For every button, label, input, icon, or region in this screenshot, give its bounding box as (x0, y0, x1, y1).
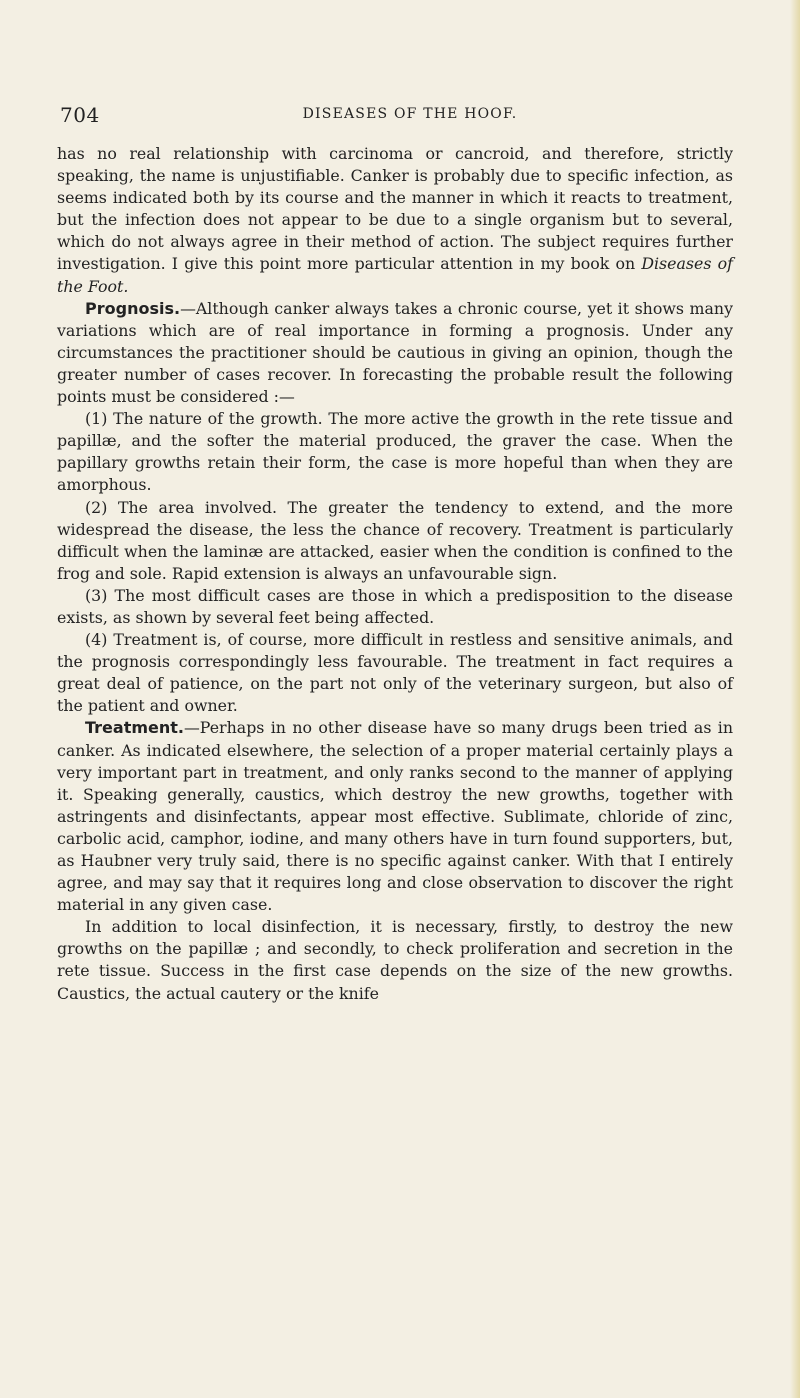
book-title-italic: Diseases of the Foot. (57, 254, 733, 296)
treatment-heading: Treatment. (85, 718, 184, 738)
body-text (57, 143, 733, 1005)
paragraph-treatment (57, 717, 733, 916)
prognosis-text: —Although canker always takes a chronic course, yet it shows many variations which are of real importance in forming a prognosis. Under any circumstances the practitioner should be cautious in giving an opinion, though the greater number of cases recover. In forecasting the probable result the following points must be considered :— (57, 298, 733, 407)
prognosis-heading: Prognosis. (85, 298, 181, 318)
page-header (60, 103, 720, 129)
paragraph-intro (57, 143, 733, 298)
paragraph-intro-text: has no real relationship with carcinoma or cancroid, and therefore, strictly speaking, the name is unjustifiable. Canker is probably due to specific infection, as seems indicated both by its course and the manner in which it reacts to treatment, but the infection does not appear to be due to a single organism but to several, which do not always agree in their method of action. The subject requires further investigation. I give this point more particular attention in my book on (57, 144, 733, 274)
prognosis-point-4: (4) Treatment is, of course, more difficult in restless and sensitive animals, and the prognosis correspondingly less favourable. The treatment in fact requires a great deal of patience, on the part not only of the veterinary surgeon, but also of the patient and owner. (57, 630, 733, 716)
page-number: 704 (60, 103, 100, 127)
running-head: DISEASES OF THE HOOF. (302, 106, 518, 122)
prognosis-point-3: (3) The most difficult cases are those in which a predisposition to the disease exists, as shown by several feet being affected. (57, 585, 733, 627)
prognosis-point-1: (1) The nature of the growth. The more active the growth in the rete tissue and papillæ, and the softer the material produced, the graver the case. When the papillary growths retain their form, the case is more hopeful than when they are amorphous. (57, 409, 733, 495)
prognosis-point-2: (2) The area involved. The greater the tendency to extend, and the more widespread the disease, the less the chance of recovery. Treatment is particularly difficult when the laminæ are attacked, easier when the condition is confined to the frog and sole. Rapid extension is always an unfavourable sign. (57, 497, 733, 583)
page-edge-shading (790, 0, 800, 1398)
paragraph-addition: In addition to local disinfection, it is necessary, firstly, to destroy the new growths on the papillæ ; and secondly, to check proliferation and secretion in the rete tissue. Success in the first case depends on the size of the new growths. Caustics, the actual cautery or the knife (57, 917, 733, 1003)
treatment-text: —Perhaps in no other disease have so many drugs been tried as in canker. As indicated elsewhere, the selection of a proper material certainly plays a very important part in treatment, and only ranks second to the manner of applying it. Speaking generally, caustics, which destroy the new growths, together with astringents and disinfectants, appear most effective. Sublimate, chloride of zinc, carbolic acid, camphor, iodine, and many others have in turn found supporters, but, as Haubner very truly said, there is no specific against canker. With that I entirely agree, and may say that it requires long and close observation to discover the right material in any given case. (57, 718, 733, 915)
paragraph-prognosis (57, 298, 733, 408)
